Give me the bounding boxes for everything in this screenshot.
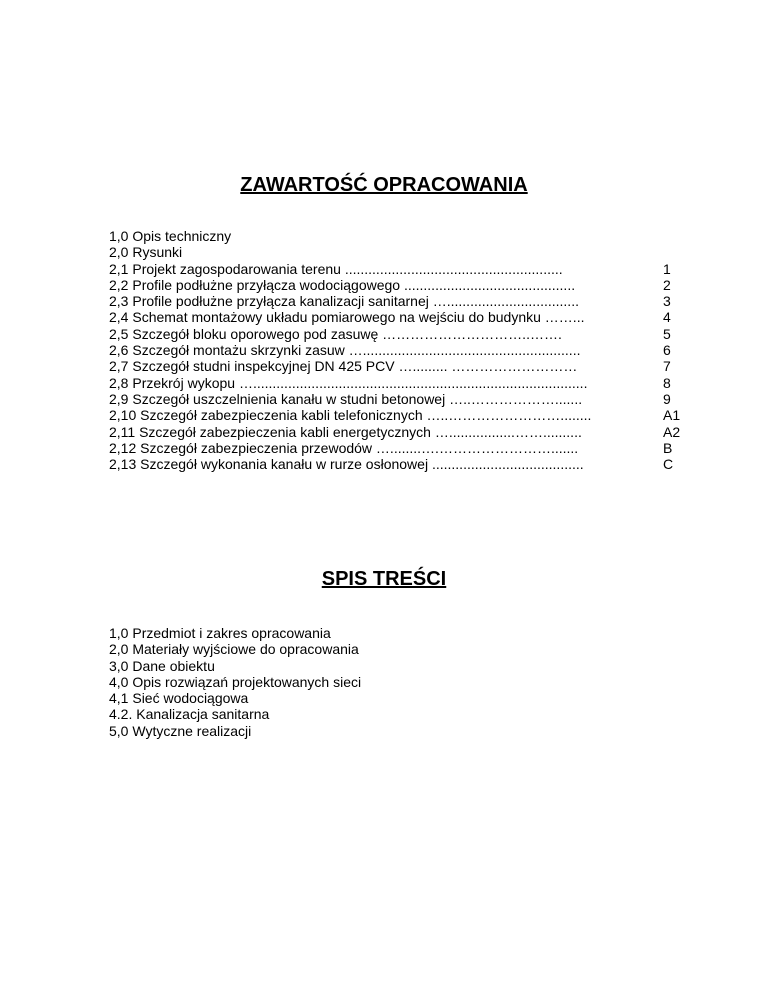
contents-heading: ZAWARTOŚĆ OPRACOWANIA [240, 174, 528, 196]
list-item: 3,0 Dane obiektu [109, 657, 215, 674]
item-text: 2,11 Szczegół zabezpieczenia kabli energetycznych ….................…….......... [109, 423, 582, 440]
list-item: 1,0 Przedmiot i zakres opracowania [109, 625, 331, 641]
item-text: 2,4 Schemat montażowy układu pomiarowego na wejściu do budynku ……... [109, 309, 585, 326]
list-item [109, 456, 689, 472]
list-item [109, 375, 689, 391]
item-text: 2,0 Rysunki [109, 244, 183, 261]
list-item [109, 277, 689, 293]
list-item [109, 261, 689, 277]
item-text: 2,7 Szczegół studni inspekcyjnej DN 425 PCV …......... ……………………… [109, 358, 578, 375]
spis-heading: SPIS TREŚCI [321, 568, 447, 590]
item-text: 2,13 Szczegół wykonania kanału w rurze osłonowej ....................................... [109, 456, 584, 473]
item-page: 3 [663, 293, 671, 310]
item-text: 1,0 Opis techniczny [109, 228, 232, 244]
item-text: 2,10 Szczegół zabezpieczenia kabli telefonicznych …..……………………........ [109, 407, 592, 424]
spis-list [109, 625, 361, 739]
list-item [109, 309, 689, 325]
item-text: 2,9 Szczegół uszczelnienia kanału w studni betonowej …..………………....... [109, 390, 583, 407]
list-item [109, 342, 689, 358]
item-text: 2,1 Projekt zagospodarowania terenu ........................................................ [109, 260, 563, 277]
item-text: 2,8 Przekrój wykopu …...................................................................................... [109, 374, 588, 391]
item-page: 1 [663, 260, 671, 277]
item-page: 8 [663, 374, 671, 391]
item-text: 2,3 Profile podłużne przyłącza kanalizacji sanitarnej ….................................. [109, 293, 579, 310]
item-page: A1 [663, 407, 681, 424]
list-item [109, 424, 689, 440]
item-text: 2,2 Profile podłużne przyłącza wodociągowego ............................................ [109, 276, 576, 293]
list-item [109, 391, 689, 407]
item-page: 7 [663, 358, 671, 375]
list-item: 2,0 Materiały wyjściowe do opracowania [109, 641, 359, 658]
item-page: A2 [663, 423, 681, 440]
item-page: 6 [663, 342, 671, 359]
item-text: 2,5 Szczegół bloku oporowego pod zasuwę …………………………..……. [109, 325, 562, 342]
list-item: 5,0 Wytyczne realizacji [109, 722, 252, 739]
list-item [109, 244, 689, 260]
item-text: 2,12 Szczegół zabezpieczenia przewodów …........….……………………....... [109, 439, 579, 456]
list-item [109, 293, 689, 309]
contents-list [109, 228, 689, 472]
list-item [109, 358, 689, 374]
list-item: 4,0 Opis rozwiązań projektowanych sieci [109, 673, 362, 690]
list-item: 4.2. Kanalizacja sanitarna [109, 706, 270, 723]
list-item: 4,1 Sieć wodociągowa [109, 690, 249, 707]
list-item [109, 407, 689, 423]
list-item [109, 440, 689, 456]
item-page: 2 [663, 276, 671, 293]
list-item [109, 228, 689, 244]
item-page: 9 [663, 390, 671, 407]
item-page: 4 [663, 309, 671, 326]
item-page: 5 [663, 325, 671, 342]
item-text: 2,6 Szczegół montażu skrzynki zasuw …........................................................ [109, 342, 581, 359]
list-item [109, 326, 689, 342]
item-page: B [663, 439, 673, 456]
item-page: C [663, 456, 674, 473]
